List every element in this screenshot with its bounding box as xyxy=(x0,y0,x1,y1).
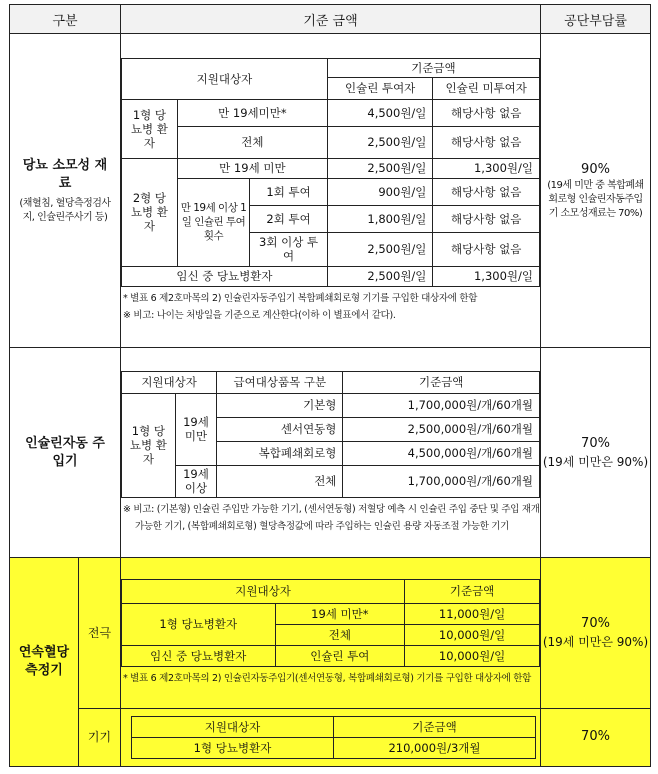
under19-star: 19세 미만* xyxy=(275,603,405,624)
category-title: 당뇨 소모성 재료 xyxy=(22,157,108,191)
value-cell: 해당사항 없음 xyxy=(433,232,540,266)
under19-star: 만 19세미만* xyxy=(177,99,327,126)
value-cell: 11,000원/일 xyxy=(405,603,540,624)
share-value: 70% xyxy=(581,729,610,745)
share-note: (19세 미만은 90%) xyxy=(542,454,649,469)
cgm-subcategories xyxy=(79,558,121,766)
th-insulin: 인슐린 투여자 xyxy=(327,77,433,99)
value-cell: 2,500원/일 xyxy=(327,232,433,266)
value-cell: 해당사항 없음 xyxy=(433,99,540,126)
header-amount: 기준 금액 xyxy=(121,5,541,34)
value-cell: 210,000원/3개월 xyxy=(334,737,536,758)
device-inner-table xyxy=(131,716,536,759)
category-insulin-pump: 인슐린자동 주입기 xyxy=(10,348,121,558)
value-cell: 해당사항 없음 xyxy=(433,178,540,205)
value-cell: 900원/일 xyxy=(327,178,433,205)
item-closed-loop: 복합폐쇄회로형 xyxy=(217,441,343,465)
th-target: 지원대상자 xyxy=(132,716,334,737)
all-label: 전체 xyxy=(177,126,327,158)
category-consumables xyxy=(10,34,121,348)
value-cell: 10,000원/일 xyxy=(405,645,540,666)
value-cell: 2,500원/일 xyxy=(327,158,433,178)
note-line: * 별표 6 제2호마목의 2) 인슐린자동주입기 복합폐쇄회로형 기기를 구입한 대상자에 한함 xyxy=(123,292,478,304)
share-value: 90% xyxy=(581,161,610,177)
item-sensor: 센서연동형 xyxy=(217,417,343,441)
share-consumables xyxy=(541,34,651,348)
subcat-device: 기기 xyxy=(87,730,112,744)
consumables-inner-table xyxy=(121,58,540,287)
electrode-notes xyxy=(121,670,540,687)
section-insulin-pump xyxy=(10,348,651,558)
share-electrode xyxy=(541,558,651,709)
value-cell: 1,700,000원/개/60개월 xyxy=(343,393,540,417)
twice-label: 2회 투여 xyxy=(250,205,328,232)
pump-notes xyxy=(121,501,540,535)
reimbursement-table xyxy=(9,4,651,767)
pregnant-label: 임신 중 당뇨병환자 xyxy=(122,266,328,286)
note-line: * 별표 6 제2호마목의 2) 인슐린자동주입기(센서연동형, 복합폐쇄회로형) 기기를 구입한 대상자에 한함 xyxy=(123,672,532,684)
device-amount-cell xyxy=(121,708,541,766)
th-amount: 기준금액 xyxy=(405,579,540,603)
th-target: 지원대상자 xyxy=(122,371,217,393)
type2-label: 2형 당뇨병 환자 xyxy=(122,158,178,266)
consumables-notes xyxy=(121,290,540,324)
th-amount: 기준금액 xyxy=(327,58,539,77)
electrode-amount-cell xyxy=(121,558,541,709)
value-cell: 해당사항 없음 xyxy=(433,126,540,158)
pump-amount-cell xyxy=(121,348,541,558)
note-line: ※ 비고: (기본형) 인슐린 주입만 가능한 기기, (센서연동형) 저혈당 예측 시 인슐린 주입 중단 및 주입 재개 가능한 기기, (복합폐쇄회로형) 혈당측정값에 따라 주입하는 인슐린 용량 자동조절 가능한 기기 xyxy=(123,503,540,532)
consumables-amount-cell xyxy=(121,34,541,348)
under19-label: 만 19세 미만 xyxy=(177,158,327,178)
item-all: 전체 xyxy=(217,465,343,497)
electrode-inner-table xyxy=(121,579,540,667)
item-basic: 기본형 xyxy=(217,393,343,417)
share-value: 70% xyxy=(581,435,610,451)
value-cell: 2,500원/일 xyxy=(327,266,433,286)
category-subtitle: (채혈침, 혈당측정검사지, 인슐린주사기 등) xyxy=(19,197,111,223)
header-share: 공단부담률 xyxy=(541,5,651,34)
pump-inner-table xyxy=(121,371,540,498)
value-cell: 해당사항 없음 xyxy=(433,205,540,232)
value-cell: 2,500원/일 xyxy=(327,126,433,158)
value-cell: 2,500,000원/개/60개월 xyxy=(343,417,540,441)
th-item: 급여대상품목 구분 xyxy=(217,371,343,393)
over19-label: 만 19세 이상 1일 인슐린 투여횟수 xyxy=(177,178,249,266)
value-cell: 1,700,000원/개/60개월 xyxy=(343,465,540,497)
header-category: 구분 xyxy=(10,5,121,34)
type1-label: 1형 당뇨병환자 xyxy=(132,737,334,758)
share-note: (19세 미만 중 복합폐쇄회로형 인슐린자동주입기 소모성재료는 70%) xyxy=(547,179,644,219)
value-cell: 4,500,000원/개/60개월 xyxy=(343,441,540,465)
share-note: (19세 미만은 90%) xyxy=(542,634,649,649)
insulin-label: 인슐린 투여 xyxy=(275,645,405,666)
value-cell: 4,500원/일 xyxy=(327,99,433,126)
header-row xyxy=(10,5,651,34)
type1-label: 1형 당뇨병환자 xyxy=(122,603,276,645)
category-cgm-title: 연속혈당측정기 xyxy=(10,558,79,766)
value-cell: 1,800원/일 xyxy=(327,205,433,232)
category-cgm xyxy=(10,558,121,767)
pregnant-label: 임신 중 당뇨병환자 xyxy=(122,645,276,666)
th-amount: 기준금액 xyxy=(334,716,536,737)
cgm-category-split xyxy=(10,558,120,766)
type1-label: 1형 당뇨병 환자 xyxy=(122,99,178,158)
three-label: 3회 이상 투여 xyxy=(250,232,328,266)
under19-label: 19세 미만 xyxy=(175,393,216,465)
note-line: ※ 비고: 나이는 처방일을 기준으로 계산한다(이하 이 별표에서 같다). xyxy=(123,309,396,321)
share-value: 70% xyxy=(581,615,610,631)
subcat-electrode: 전극 xyxy=(79,558,120,709)
th-amount: 기준금액 xyxy=(343,371,540,393)
section-consumables xyxy=(10,34,651,348)
value-cell: 10,000원/일 xyxy=(405,624,540,645)
th-target: 지원대상자 xyxy=(122,579,405,603)
once-label: 1회 투여 xyxy=(250,178,328,205)
th-target: 지원대상자 xyxy=(122,58,328,99)
value-cell: 1,300원/일 xyxy=(433,158,540,178)
section-cgm-electrode xyxy=(10,558,651,709)
type1-label: 1형 당뇨병 환자 xyxy=(122,393,176,497)
all-label: 전체 xyxy=(275,624,405,645)
over19-label: 19세 이상 xyxy=(175,465,216,497)
value-cell: 1,300원/일 xyxy=(433,266,540,286)
share-device xyxy=(541,708,651,766)
share-insulin-pump xyxy=(541,348,651,558)
th-no-insulin: 인슐린 미투여자 xyxy=(433,77,540,99)
